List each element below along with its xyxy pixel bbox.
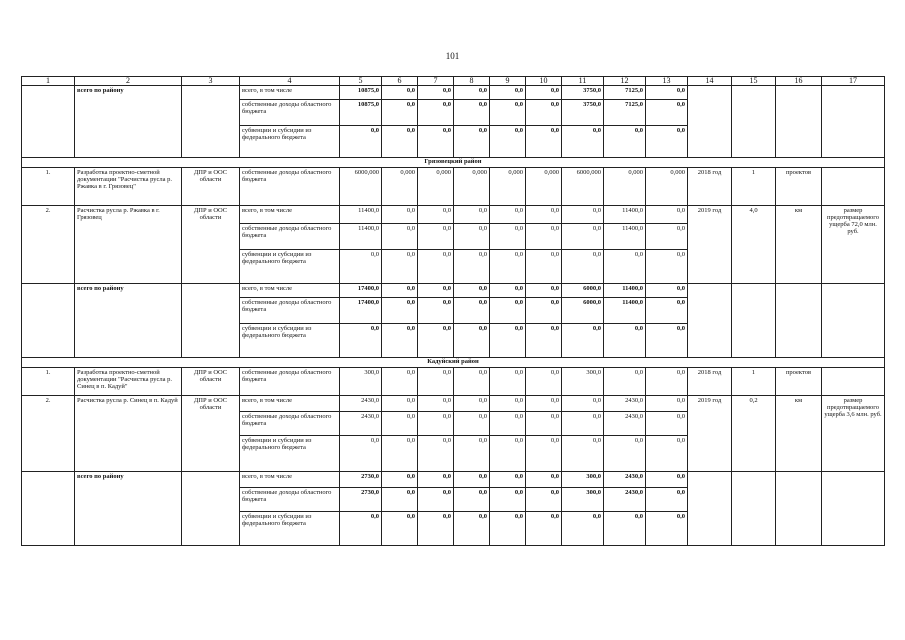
district-total-label: всего по району: [75, 86, 182, 158]
col-header: 6: [382, 77, 418, 86]
value-cell: 0,0: [562, 512, 604, 546]
value-cell: 0,0: [490, 298, 526, 324]
col-header: 1: [22, 77, 75, 86]
value-cell: 0,0: [454, 412, 490, 436]
col-header: 3: [182, 77, 240, 86]
table-row: [22, 472, 885, 488]
value-cell: 0,0: [454, 436, 490, 472]
value-cell: 0,0: [490, 224, 526, 250]
source-label: собственные доходы областного бюджета: [240, 488, 340, 512]
value-cell: 0,0: [490, 488, 526, 512]
value-cell: 17400,0: [340, 298, 382, 324]
value-cell: 0,0: [646, 284, 688, 298]
value-cell: 0,0: [490, 250, 526, 284]
item-name: Разработка проектно-сметной документации "Расчистка русла р. Синец в п. Кадуй": [75, 368, 182, 396]
value-cell: 0,0: [646, 298, 688, 324]
value-cell: 0,0: [418, 436, 454, 472]
value-cell: 0,000: [454, 168, 490, 206]
value-cell: 7125,0: [604, 100, 646, 126]
table-row: [22, 206, 885, 224]
value-cell: 0,0: [646, 396, 688, 412]
source-label: всего, в том числе: [240, 206, 340, 224]
value-cell: 0,0: [646, 250, 688, 284]
value-cell: 0,0: [340, 324, 382, 358]
value-cell: 17400,0: [340, 284, 382, 298]
unit-cell: проектов: [776, 168, 822, 206]
table-row: [22, 168, 885, 206]
value-cell: 0,0: [454, 206, 490, 224]
value-cell: 0,0: [490, 368, 526, 396]
district-total-label: всего по району: [75, 472, 182, 546]
value-cell: 0,0: [382, 86, 418, 100]
value-cell: 0,0: [490, 396, 526, 412]
source-label: всего, в том числе: [240, 86, 340, 100]
value-cell: 0,0: [382, 396, 418, 412]
value-cell: 0,0: [526, 284, 562, 298]
value-cell: 11400,0: [604, 284, 646, 298]
year-cell: 2019 год: [688, 396, 732, 472]
value-cell: 10875,0: [340, 86, 382, 100]
value-cell: 0,0: [526, 100, 562, 126]
value-cell: 0,0: [418, 86, 454, 100]
value-cell: 0,0: [382, 250, 418, 284]
value-cell: 0,000: [646, 168, 688, 206]
value-cell: 0,0: [490, 100, 526, 126]
value-cell: 0,0: [454, 284, 490, 298]
value-cell: 2430,0: [604, 472, 646, 488]
value-cell: 0,0: [382, 512, 418, 546]
value-cell: 0,0: [454, 512, 490, 546]
value-cell: 6000,000: [562, 168, 604, 206]
section-row: [22, 158, 885, 168]
source-label: всего, в том числе: [240, 396, 340, 412]
value-cell: 300,0: [562, 472, 604, 488]
col-header: 2: [75, 77, 182, 86]
value-cell: 0,0: [646, 224, 688, 250]
item-org: ДПР и ООС области: [182, 396, 240, 472]
value-cell: 0,0: [526, 488, 562, 512]
col-header: 13: [646, 77, 688, 86]
value-cell: 0,0: [490, 412, 526, 436]
section-row: [22, 358, 885, 368]
value-cell: 0,0: [526, 126, 562, 158]
value-cell: 0,0: [382, 368, 418, 396]
value-cell: 0,0: [646, 436, 688, 472]
value-cell: 0,0: [418, 512, 454, 546]
value-cell: 0,0: [454, 472, 490, 488]
value-cell: 7125,0: [604, 86, 646, 100]
note-cell: [822, 368, 885, 396]
table-row: [22, 368, 885, 396]
value-cell: 0,0: [454, 224, 490, 250]
value-cell: 0,0: [454, 250, 490, 284]
value-cell: 11400,0: [604, 224, 646, 250]
col-header: 5: [340, 77, 382, 86]
value-cell: 0,0: [418, 206, 454, 224]
value-cell: 0,0: [418, 412, 454, 436]
value-cell: 0,0: [382, 100, 418, 126]
page-number: 101: [445, 51, 460, 61]
value-cell: 2430,0: [604, 396, 646, 412]
value-cell: 0,0: [382, 412, 418, 436]
value-cell: 0,0: [562, 396, 604, 412]
value-cell: 0,0: [454, 368, 490, 396]
value-cell: 0,0: [382, 324, 418, 358]
value-cell: 0,0: [526, 472, 562, 488]
value-cell: 0,0: [562, 436, 604, 472]
value-cell: 0,0: [526, 298, 562, 324]
value-cell: 0,0: [454, 488, 490, 512]
item-org: ДПР и ООС области: [182, 168, 240, 206]
value-cell: 0,0: [490, 324, 526, 358]
table-row: [22, 284, 885, 298]
value-cell: 0,0: [382, 436, 418, 472]
value-cell: 6000,0: [562, 298, 604, 324]
value-cell: 0,0: [646, 100, 688, 126]
value-cell: 0,0: [454, 298, 490, 324]
source-label: субвенции и субсидии из федерального бюджета: [240, 126, 340, 158]
value-cell: 0,0: [382, 472, 418, 488]
source-label: всего, в том числе: [240, 284, 340, 298]
table-row: [22, 396, 885, 412]
value-cell: 0,0: [418, 284, 454, 298]
item-org: ДПР и ООС области: [182, 206, 240, 284]
value-cell: 0,0: [490, 436, 526, 472]
value-cell: 0,0: [454, 100, 490, 126]
value-cell: 0,0: [526, 436, 562, 472]
value-cell: 0,0: [418, 472, 454, 488]
source-label: субвенции и субсидии из федерального бюджета: [240, 436, 340, 472]
value-cell: 2430,0: [340, 412, 382, 436]
source-label: собственные доходы областного бюджета: [240, 412, 340, 436]
value-cell: 0,0: [490, 206, 526, 224]
budget-table: [21, 76, 885, 546]
value-cell: 0,0: [526, 512, 562, 546]
value-cell: 0,0: [418, 488, 454, 512]
value-cell: 0,0: [418, 324, 454, 358]
value-cell: 0,0: [646, 472, 688, 488]
value-cell: 0,0: [526, 206, 562, 224]
value-cell: 0,0: [454, 126, 490, 158]
value-cell: 2730,0: [340, 472, 382, 488]
year-cell: 2019 год: [688, 206, 732, 284]
source-label: собственные доходы областного бюджета: [240, 224, 340, 250]
item-number: 1.: [22, 168, 75, 206]
unit-cell: км: [776, 206, 822, 284]
col-header: 9: [490, 77, 526, 86]
value-cell: 6000,000: [340, 168, 382, 206]
section-title-kaduy: Кадуйский район: [22, 358, 885, 368]
value-cell: 0,0: [382, 126, 418, 158]
value-cell: 0,0: [646, 368, 688, 396]
value-cell: 0,0: [490, 472, 526, 488]
item-name: Расчистка русла р. Синец в п. Кадуй: [75, 396, 182, 472]
col-header: 10: [526, 77, 562, 86]
value-cell: 0,0: [646, 126, 688, 158]
value-cell: 0,0: [382, 206, 418, 224]
value-cell: 0,0: [604, 436, 646, 472]
value-cell: 3750,0: [562, 86, 604, 100]
item-name: Расчистка русла р. Ржавка в г. Грязовец: [75, 206, 182, 284]
value-cell: 0,0: [418, 298, 454, 324]
value-cell: 2730,0: [340, 488, 382, 512]
note-cell: [822, 168, 885, 206]
source-label: субвенции и субсидии из федерального бюджета: [240, 512, 340, 546]
value-cell: 0,0: [562, 224, 604, 250]
value-cell: 0,0: [604, 324, 646, 358]
quantity-cell: 1: [732, 168, 776, 206]
col-header: 7: [418, 77, 454, 86]
value-cell: 0,0: [490, 512, 526, 546]
value-cell: 0,0: [340, 512, 382, 546]
value-cell: 0,0: [454, 396, 490, 412]
value-cell: 0,0: [454, 86, 490, 100]
value-cell: 0,0: [418, 250, 454, 284]
value-cell: 0,000: [382, 168, 418, 206]
value-cell: 0,0: [646, 206, 688, 224]
item-number: 2.: [22, 206, 75, 284]
value-cell: 0,0: [562, 324, 604, 358]
value-cell: 300,0: [562, 488, 604, 512]
value-cell: 0,0: [604, 250, 646, 284]
col-header: 11: [562, 77, 604, 86]
unit-cell: проектов: [776, 368, 822, 396]
quantity-cell: 0,2: [732, 396, 776, 472]
value-cell: 300,0: [562, 368, 604, 396]
value-cell: 0,0: [604, 512, 646, 546]
source-label: всего, в том числе: [240, 472, 340, 488]
col-header: 12: [604, 77, 646, 86]
year-cell: 2018 год: [688, 168, 732, 206]
value-cell: 0,0: [382, 224, 418, 250]
quantity-cell: 4,0: [732, 206, 776, 284]
value-cell: 11400,0: [340, 206, 382, 224]
value-cell: 0,0: [340, 436, 382, 472]
value-cell: 11400,0: [604, 298, 646, 324]
value-cell: 0,000: [526, 168, 562, 206]
note-cell: размер предотвращаемого ущерба 3,6 млн. руб.: [822, 396, 885, 472]
district-total-label: всего по району: [75, 284, 182, 358]
source-label: собственные доходы областного бюджета: [240, 368, 340, 396]
value-cell: 0,0: [418, 396, 454, 412]
value-cell: 0,0: [646, 512, 688, 546]
value-cell: 0,0: [526, 250, 562, 284]
col-header: 4: [240, 77, 340, 86]
source-label: собственные доходы областного бюджета: [240, 298, 340, 324]
value-cell: 0,0: [382, 488, 418, 512]
item-name: Разработка проектно-сметной документации "Расчистка русла р. Ржавка в г. Грязовец": [75, 168, 182, 206]
col-header: 15: [732, 77, 776, 86]
value-cell: 0,0: [646, 86, 688, 100]
col-header: 16: [776, 77, 822, 86]
value-cell: 0,0: [490, 126, 526, 158]
value-cell: 0,0: [526, 368, 562, 396]
value-cell: 0,0: [382, 284, 418, 298]
value-cell: 0,0: [562, 206, 604, 224]
value-cell: 0,0: [562, 126, 604, 158]
item-org: ДПР и ООС области: [182, 368, 240, 396]
value-cell: 0,0: [526, 324, 562, 358]
note-cell: размер предотвращаемого ущерба 72,0 млн. руб.: [822, 206, 885, 284]
value-cell: 10875,0: [340, 100, 382, 126]
value-cell: 2430,0: [604, 488, 646, 512]
source-label: субвенции и субсидии из федерального бюджета: [240, 324, 340, 358]
column-number-header: [22, 77, 885, 86]
value-cell: 0,0: [604, 368, 646, 396]
source-label: собственные доходы областного бюджета: [240, 100, 340, 126]
value-cell: 0,000: [490, 168, 526, 206]
quantity-cell: 1: [732, 368, 776, 396]
year-cell: 2018 год: [688, 368, 732, 396]
value-cell: 0,0: [490, 284, 526, 298]
source-label: собственные доходы областного бюджета: [240, 168, 340, 206]
value-cell: 0,000: [604, 168, 646, 206]
value-cell: 0,0: [526, 396, 562, 412]
value-cell: 6000,0: [562, 284, 604, 298]
value-cell: 0,0: [646, 488, 688, 512]
value-cell: 3750,0: [562, 100, 604, 126]
value-cell: 0,0: [526, 412, 562, 436]
value-cell: 0,0: [646, 324, 688, 358]
col-header: 17: [822, 77, 885, 86]
value-cell: 0,0: [526, 224, 562, 250]
col-header: 14: [688, 77, 732, 86]
value-cell: 0,0: [526, 86, 562, 100]
source-label: субвенции и субсидии из федерального бюджета: [240, 250, 340, 284]
value-cell: 0,0: [340, 126, 382, 158]
unit-cell: км: [776, 396, 822, 472]
section-title-gryazovets: Грязовецкий район: [22, 158, 885, 168]
col-header: 8: [454, 77, 490, 86]
value-cell: 300,0: [340, 368, 382, 396]
value-cell: 0,0: [418, 224, 454, 250]
value-cell: 11400,0: [340, 224, 382, 250]
value-cell: 0,0: [646, 412, 688, 436]
value-cell: 0,0: [562, 250, 604, 284]
item-number: 1.: [22, 368, 75, 396]
value-cell: 0,0: [604, 126, 646, 158]
value-cell: 11400,0: [604, 206, 646, 224]
value-cell: 0,0: [562, 412, 604, 436]
value-cell: 0,0: [382, 298, 418, 324]
table-row: [22, 86, 885, 100]
value-cell: 0,0: [454, 324, 490, 358]
value-cell: 0,0: [418, 100, 454, 126]
value-cell: 0,0: [490, 86, 526, 100]
value-cell: 0,0: [418, 368, 454, 396]
value-cell: 0,0: [340, 250, 382, 284]
value-cell: 2430,0: [604, 412, 646, 436]
item-number: 2.: [22, 396, 75, 472]
value-cell: 0,000: [418, 168, 454, 206]
value-cell: 2430,0: [340, 396, 382, 412]
value-cell: 0,0: [418, 126, 454, 158]
